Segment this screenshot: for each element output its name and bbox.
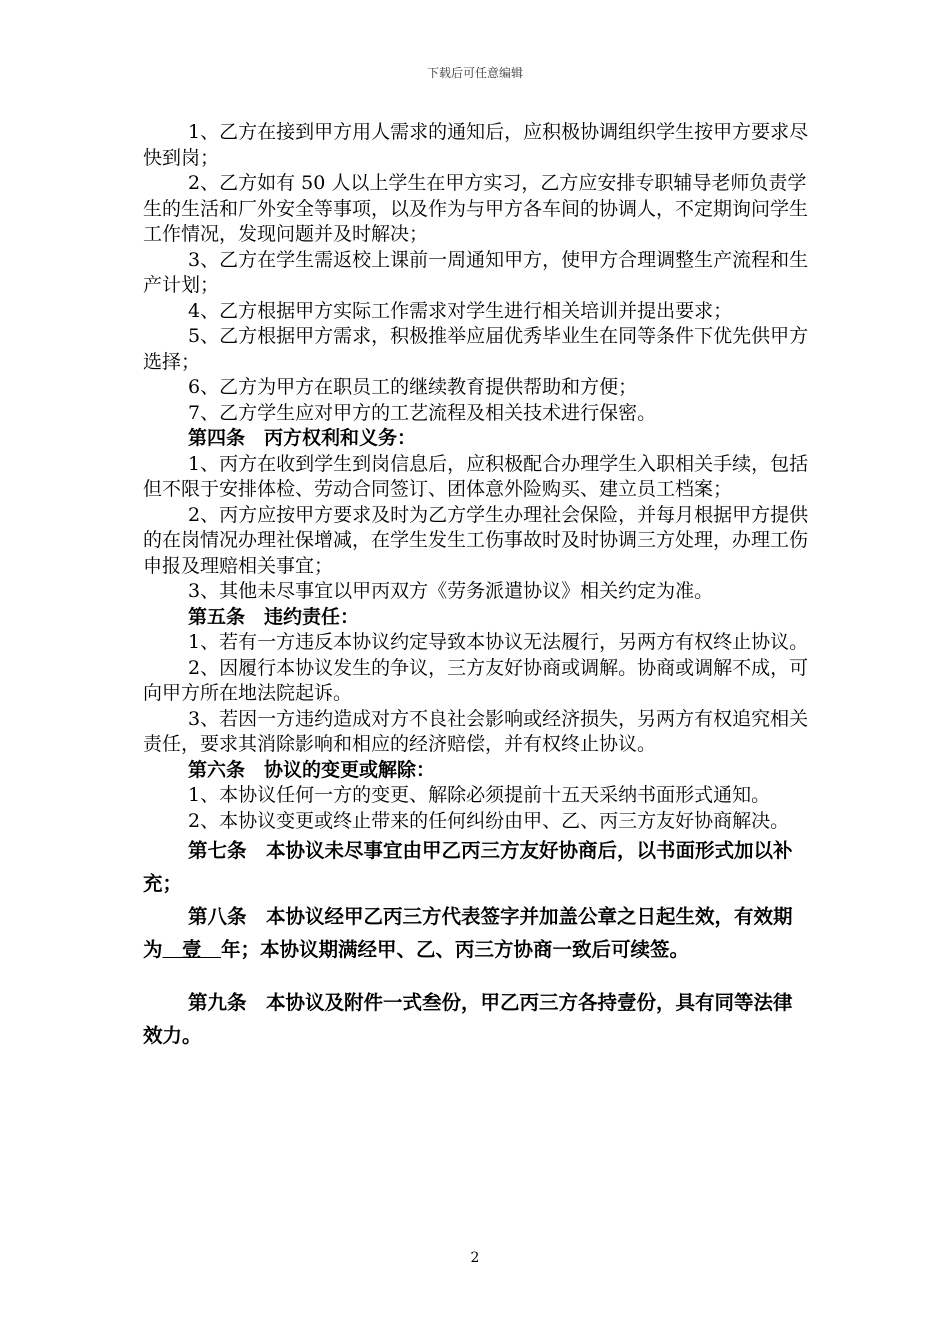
clause-b3: 3、乙方在学生需返校上课前一周通知甲方，使甲方合理调整生产流程和生产计划； <box>143 248 809 296</box>
clause-b5: 5、乙方根据甲方需求，积极推举应届优秀毕业生在同等条件下优先供甲方选择； <box>143 325 809 373</box>
clause-d3: 3、若因一方违约造成对方不良社会影响或经济损失，另两方有权追究相关责任，要求其消除影响和相应的经济赔偿，并有权终止协议。 <box>143 707 809 755</box>
clause-b4: 4、乙方根据甲方实际工作需求对学生进行相关培训并提出要求； <box>188 299 733 322</box>
validity-term: 壹 <box>162 938 222 961</box>
document-body <box>143 120 811 1052</box>
article-7: 第七条 本协议未尽事宜由甲乙丙三方友好协商后，以书面形式加以补充； <box>143 839 793 895</box>
clause-e2: 2、本协议变更或终止带来的任何纠纷由甲、乙、丙三方友好协商解决。 <box>188 809 790 832</box>
article-8-text-end: 年；本协议期满经甲、乙、丙三方协商一致后可续签。 <box>221 938 690 961</box>
clause-c1: 1、丙方在收到学生到岗信息后，应积极配合办理学生入职相关手续，包括但不限于安排体检、劳动合同签订、团体意外险购买、建立员工档案； <box>143 452 809 500</box>
article-5-heading: 第五条 违约责任： <box>188 605 360 628</box>
article-8-text: 第八条 本协议经甲乙丙三方代表签字并加盖公章之日起生效，有效期为 <box>143 905 793 961</box>
page-header: 下载后可任意编辑 <box>426 66 523 80</box>
clause-c3: 3、其他未尽事宜以甲丙双方《劳务派遣协议》相关约定为准。 <box>188 580 714 602</box>
article-8 <box>143 900 811 966</box>
article-6-heading: 第六条 协议的变更或解除： <box>188 758 436 781</box>
clause-e1: 1、本协议任何一方的变更、解除必须提前十五天采纳书面形式通知。 <box>188 784 771 806</box>
article-9: 第九条 本协议及附件一式叁份，甲乙丙三方各持壹份，具有同等法律效力。 <box>143 991 793 1047</box>
article-4-heading: 第四条 丙方权利和义务： <box>188 427 417 449</box>
clause-c2: 2、丙方应按甲方要求及时为乙方学生办理社会保险，并每月根据甲方提供的在岗情况办理社保增减，在学生发生工伤事故时及时协调三方处理，办理工伤申报及理赔相关事宜； <box>143 503 809 577</box>
clause-b2: 2、乙方如有 50 人以上学生在甲方实习，乙方应安排专职辅导老师负责学生的生活和厂外安全等事项，以及作为与甲方各车间的协调人，不定期询问学生工作情况，发现问题并及时解决； <box>143 172 809 245</box>
clause-d1: 1、若有一方违反本协议约定导致本协议无法履行，另两方有权终止协议。 <box>188 631 809 653</box>
clause-b1: 1、乙方在接到甲方用人需求的通知后，应积极协调组织学生按甲方要求尽快到岗； <box>143 121 809 169</box>
page-number: 2 <box>470 1250 480 1266</box>
clause-d2: 2、因履行本协议发生的争议，三方友好协商或调解。协商或调解不成，可向甲方所在地法院起诉。 <box>143 656 809 704</box>
clause-b6: 6、乙方为甲方在职员工的继续教育提供帮助和方便； <box>188 376 638 398</box>
clause-b7: 7、乙方学生应对甲方的工艺流程及相关技术进行保密。 <box>188 401 657 424</box>
